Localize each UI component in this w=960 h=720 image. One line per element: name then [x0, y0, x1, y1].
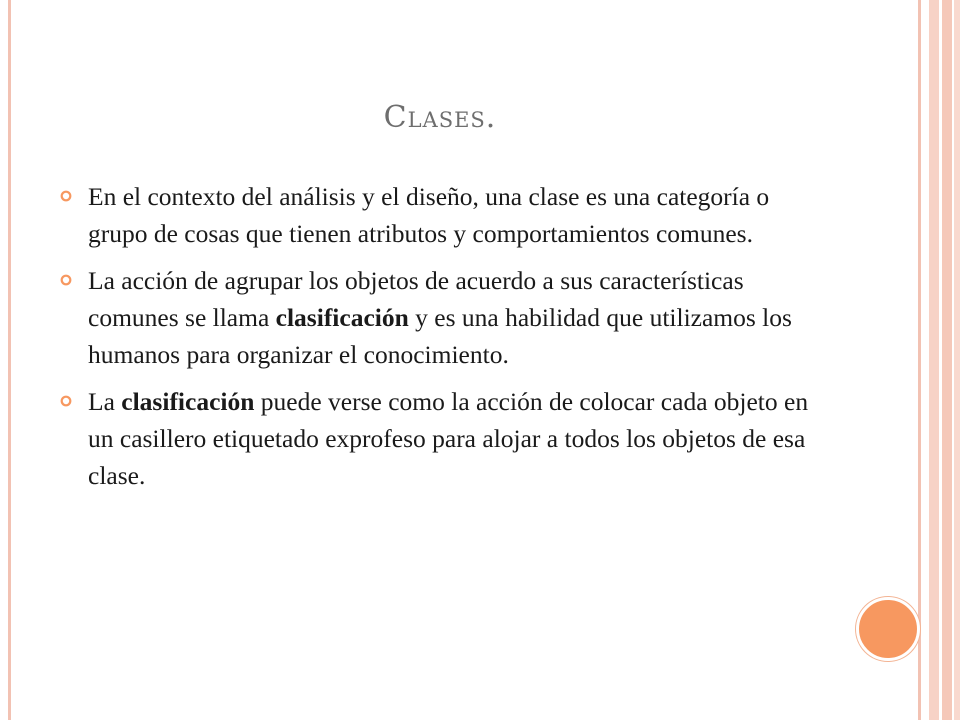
bullet-item	[60, 178, 820, 252]
bullet-bold-term: clasificación	[121, 387, 255, 416]
decorative-stripes	[918, 0, 960, 720]
slide-title: Clases.	[383, 100, 497, 135]
bullet-item	[60, 383, 820, 494]
bullet-ring-icon	[60, 274, 72, 286]
bullet-text: La acción de agrupar los objetos de acuerdo a sus características comunes se llama	[88, 266, 744, 332]
bullet-item	[60, 262, 820, 373]
bullet-bold-term: clasificación	[275, 303, 409, 332]
bullet-text: puede verse como la acción de colocar cada objeto en un casillero etiquetado exprofeso para alojar a todos los objetos de esa clase.	[88, 387, 809, 490]
bullet-ring-icon	[60, 395, 72, 407]
bullet-ring-icon	[60, 190, 72, 202]
bullet-text: y es una habilidad que utilizamos los humanos para organizar el conocimiento.	[88, 303, 792, 369]
decorative-circle	[856, 597, 920, 661]
bullet-text: La	[88, 387, 122, 416]
bullet-list	[60, 178, 820, 504]
bullet-text: En el contexto del análisis y el diseño, una clase es una categoría o grupo de cosas que tienen atributos y comportamientos comunes.	[88, 182, 770, 248]
